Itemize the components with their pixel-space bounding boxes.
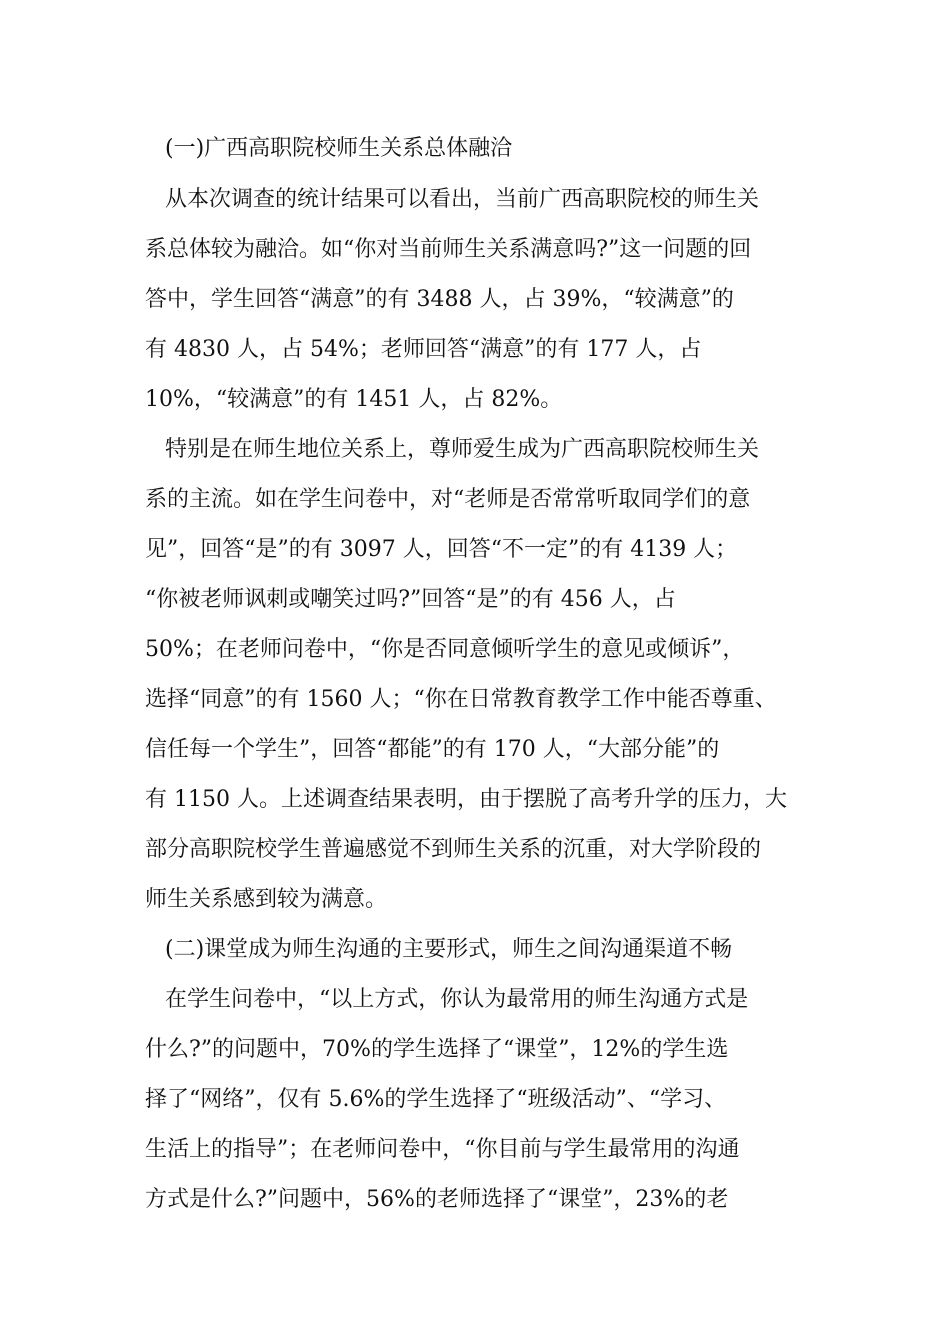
paragraph-line: 50%；在老师问卷中，“你是否同意倾听学生的意见或倾诉”，	[145, 637, 745, 662]
paragraph-line: 特别是在师生地位关系上，尊师爱生成为广西高职院校师生关	[165, 437, 760, 462]
paragraph-line: 见”，回答“是”的有 3097 人，回答“不一定”的有 4139 人；	[145, 537, 738, 562]
paragraph-line: 答中，学生回答“满意”的有 3488 人，占 39%，“较满意”的	[145, 287, 734, 312]
paragraph-line: 生活上的指导”；在老师问卷中，“你目前与学生最常用的沟通	[145, 1137, 740, 1162]
paragraph-line: 择了“网络”，仅有 5.6%的学生选择了“班级活动”、“学习、	[145, 1087, 727, 1112]
paragraph-line: “你被老师讽刺或嘲笑过吗?”回答“是”的有 456 人，占	[145, 587, 676, 612]
paragraph-line: 有 1150 人。上述调查结果表明，由于摆脱了高考升学的压力，大	[145, 787, 787, 812]
paragraph-line: 系总体较为融洽。如“你对当前师生关系满意吗?”这一问题的回	[145, 237, 752, 262]
section-heading-2: (二)课堂成为师生沟通的主要形式，师生之间沟通渠道不畅	[165, 937, 733, 962]
paragraph-line: 10%，“较满意”的有 1451 人，占 82%。	[145, 387, 563, 412]
paragraph-line: 方式是什么?”问题中，56%的老师选择了“课堂”，23%的老	[145, 1187, 729, 1212]
paragraph-line: 师生关系感到较为满意。	[145, 887, 388, 912]
paragraph-line: 选择“同意”的有 1560 人；“你在日常教育教学工作中能否尊重、	[145, 687, 777, 712]
paragraph-line: 部分高职院校学生普遍感觉不到师生关系的沉重，对大学阶段的	[145, 837, 762, 862]
paragraph-line: 信任每一个学生”，回答“都能”的有 170 人，“大部分能”的	[145, 737, 720, 762]
paragraph-line: 从本次调查的统计结果可以看出，当前广西高职院校的师生关	[165, 187, 760, 212]
paragraph-line: 系的主流。如在学生问卷中，对“老师是否常常听取同学们的意	[145, 487, 751, 512]
paragraph-line: 有 4830 人，占 54%；老师回答“满意”的有 177 人，占	[145, 337, 702, 362]
paragraph-line: 什么?”的问题中，70%的学生选择了“课堂”，12%的学生选	[145, 1037, 729, 1062]
paragraph-line: 在学生问卷中，“以上方式，你认为最常用的师生沟通方式是	[165, 987, 749, 1012]
section-heading-1: (一)广西高职院校师生关系总体融洽	[165, 136, 513, 161]
